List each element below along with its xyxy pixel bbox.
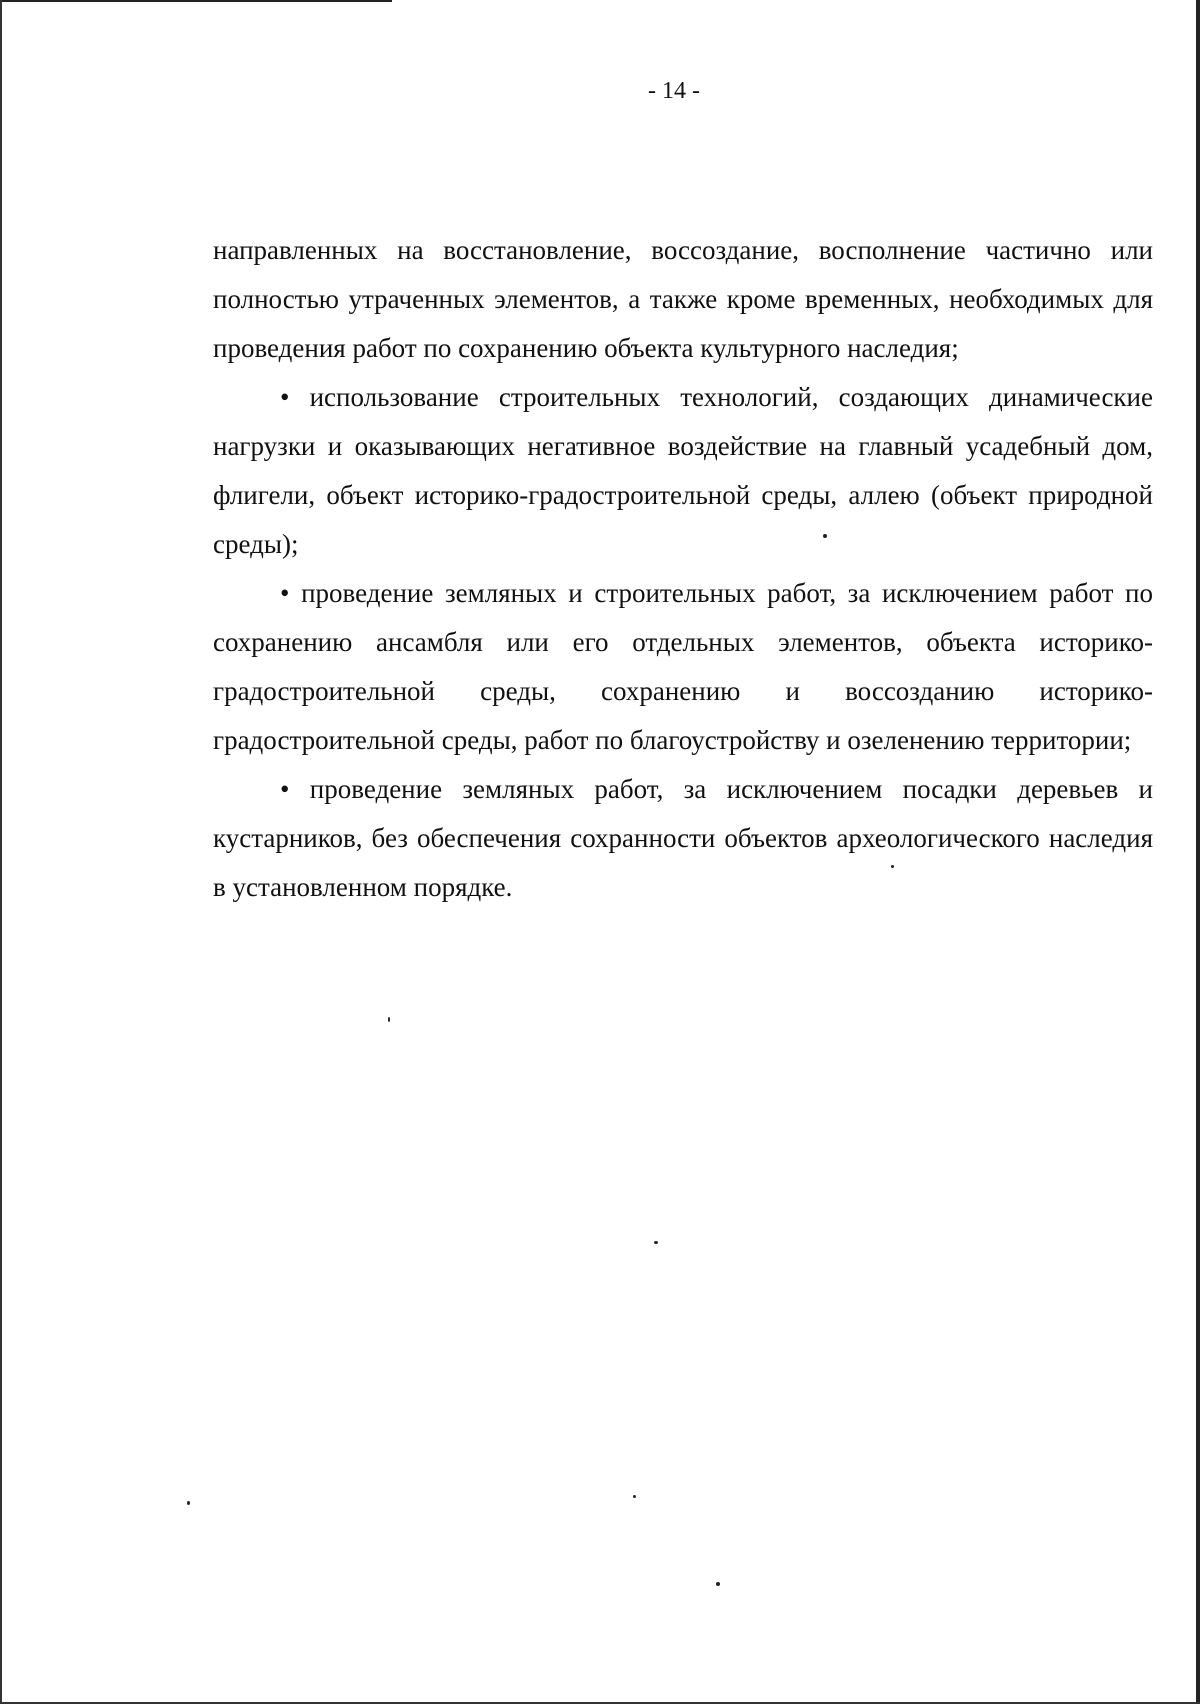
scan-speck <box>716 1582 720 1586</box>
scan-speck <box>187 1501 190 1505</box>
scan-speck <box>388 1017 390 1022</box>
bullet-paragraph: • проведение земляных и строительных работ, за исключением работ по сохранению ансамбля или его отдельных элементов, объекта историко-градостроительной среды, сохранению и воссозданию историко-градостроительной среды, работ по благоустройству и озеленению территории; <box>213 578 1153 755</box>
scan-border-left <box>0 0 2 1704</box>
scan-speck <box>633 1495 636 1498</box>
scan-border-right <box>1196 0 1200 1704</box>
bullet-paragraph: • проведение земляных работ, за исключением посадки деревьев и кустарников, без обеспечения сохранности объектов археологического наследия в установленном порядке. <box>213 774 1153 902</box>
bullet-paragraph: • использование строительных технологий, создающих динамические нагрузки и оказывающих негативное воздействие на главный усадебный дом, флигели, объект историко-градостроительной среды, аллею (объект природной среды); <box>213 382 1153 559</box>
document-body <box>213 226 1153 912</box>
scan-speck <box>891 865 894 868</box>
scan-border-top <box>0 0 392 2</box>
scan-speck <box>654 1241 658 1244</box>
paragraph-continuation: направленных на восстановление, воссоздание, восполнение частично или полностью утраченных элементов, а также кроме временных, необходимых для проведения работ по сохранению объекта культурного наследия; <box>213 235 1153 363</box>
page-number: - 14 - <box>648 78 700 104</box>
scan-speck <box>823 534 827 538</box>
